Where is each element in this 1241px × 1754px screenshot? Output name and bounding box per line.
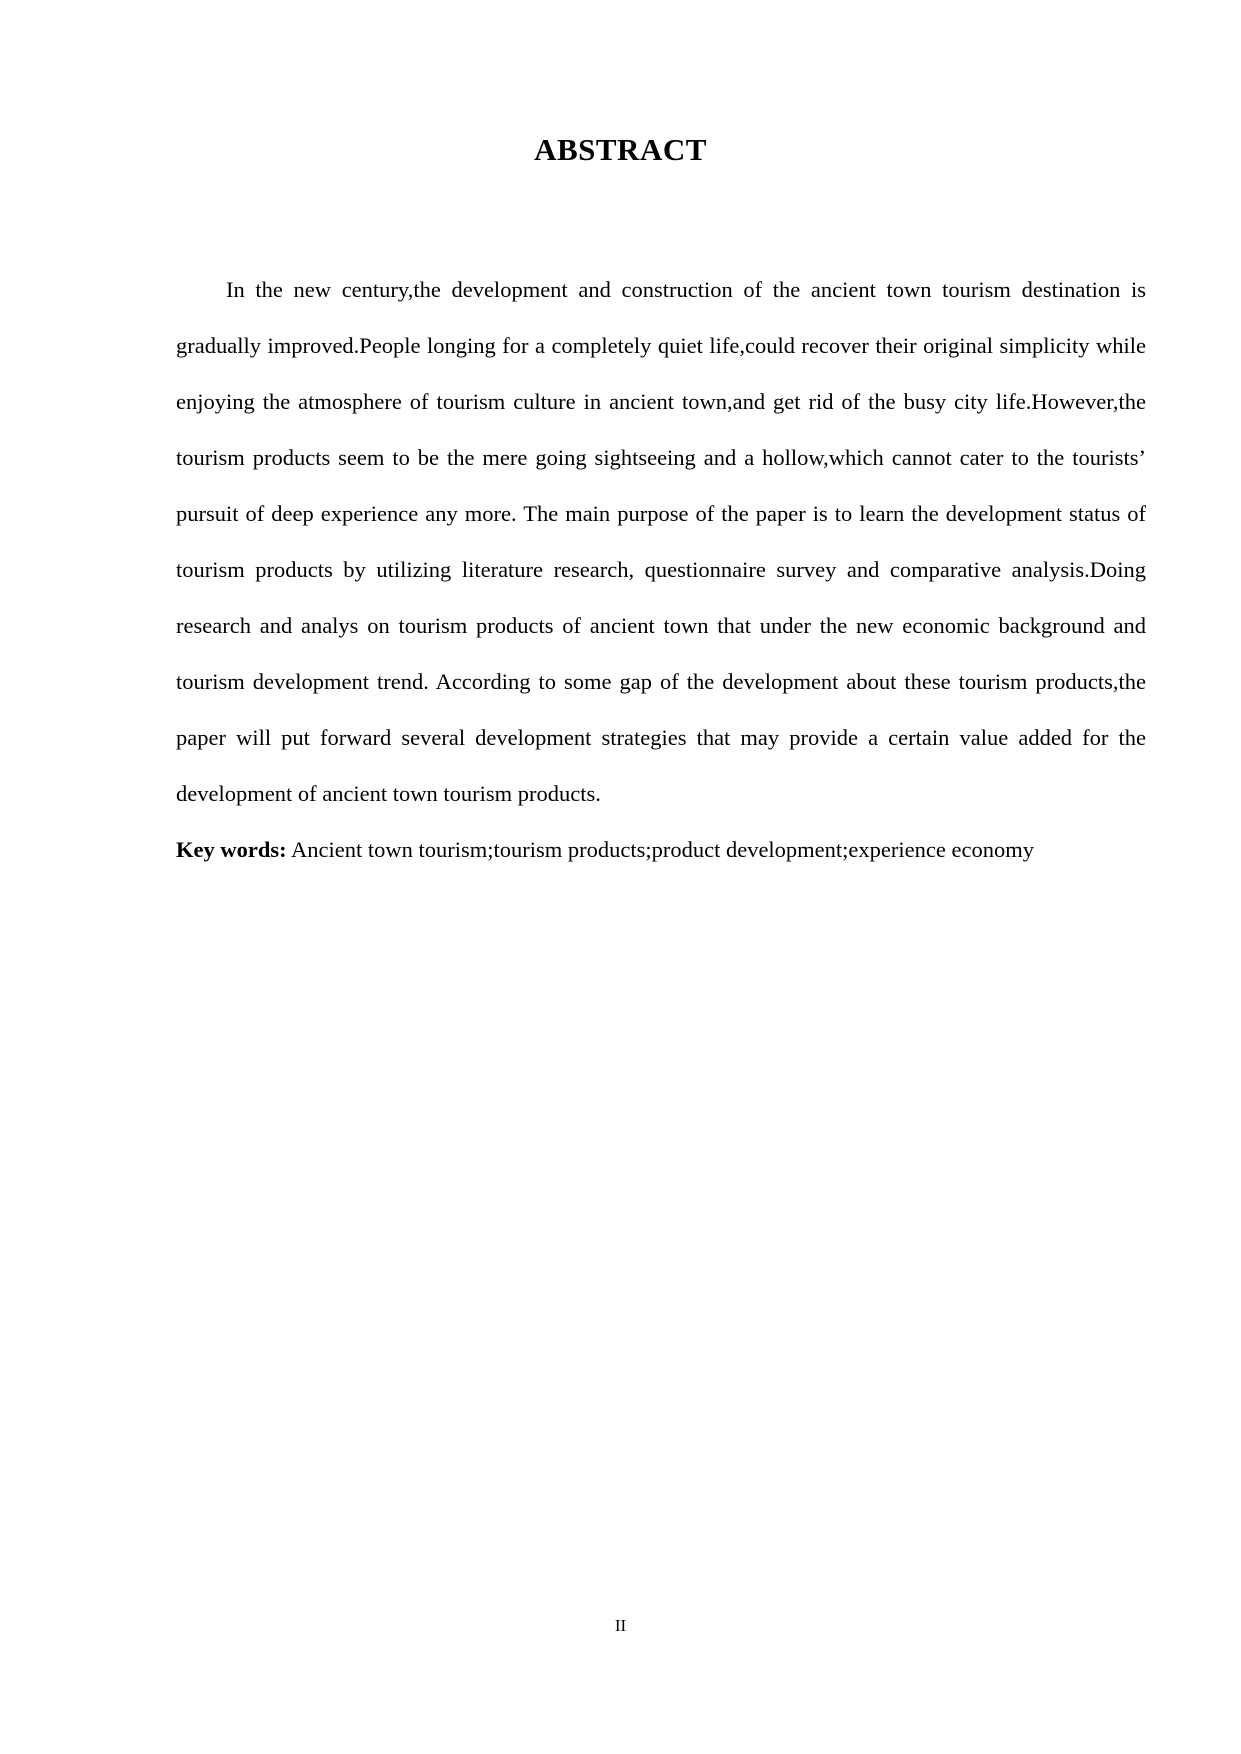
page-number: II: [614, 1616, 627, 1635]
abstract-body: [176, 262, 1146, 878]
keywords-text: Ancient town tourism;tourism products;product development;experience economy: [286, 837, 1034, 862]
abstract-paragraph: In the new century,the development and construction of the ancient town tourism destination is gradually improved.People longing for a completely quiet life,could recover their original simplicity while enjoying the atmosphere of tourism culture in ancient town,and get rid of the busy city life.However,the tourism products seem to be the mere going sightseeing and a hollow,which cannot cater to the tourists’ pursuit of deep experience any more. The main purpose of the paper is to learn the development status of tourism products by utilizing literature research, questionnaire survey and comparative analysis.Doing research and analys on tourism products of ancient town that under the new economic background and tourism development trend. According to some gap of the development about these tourism products,the paper will put forward several development strategies that may provide a certain value added for the development of ancient town tourism products.: [176, 277, 1146, 806]
keywords-line: [176, 822, 1146, 878]
keywords-label: Key words:: [176, 837, 287, 862]
page-title: ABSTRACT: [534, 132, 707, 167]
